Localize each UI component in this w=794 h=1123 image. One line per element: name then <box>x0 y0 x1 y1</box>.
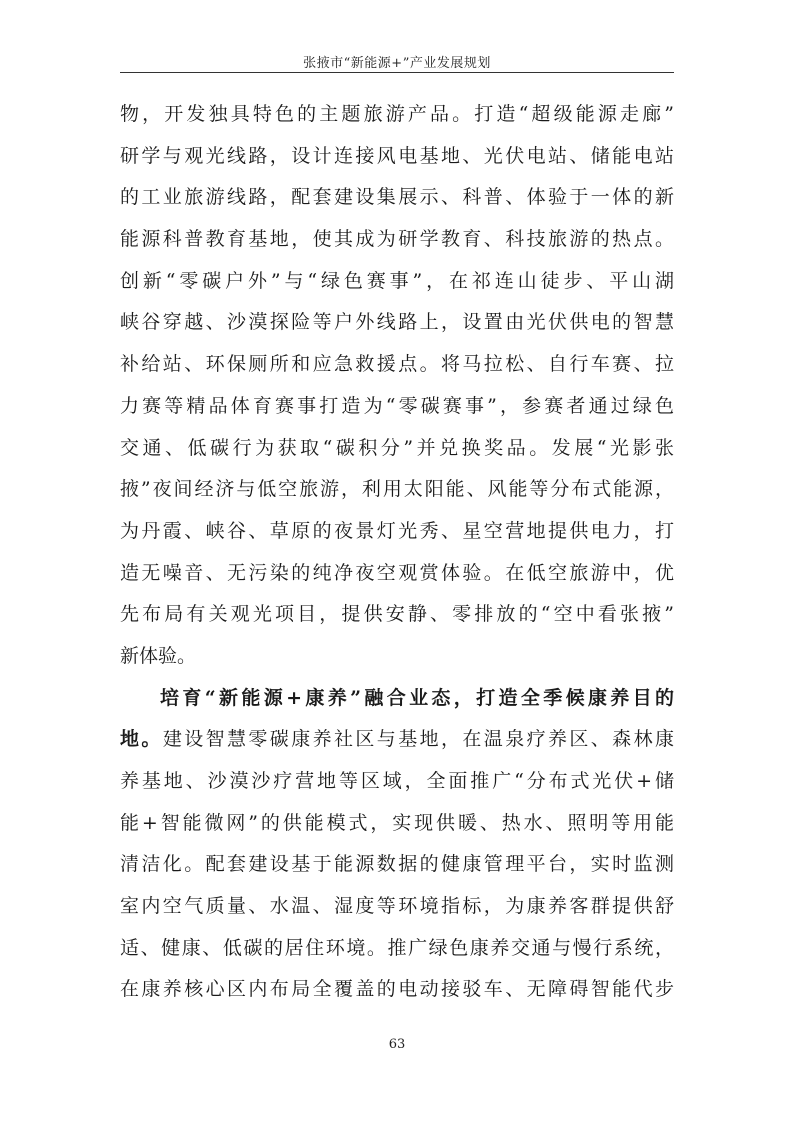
text-line: 力赛等精品体育赛事打造为“零碳赛事”，参赛者通过绿色 <box>120 394 674 417</box>
text-line: 新体验。 <box>120 644 197 667</box>
text-line: 造无噪音、无污染的纯净夜空观赏体验。在低空旅游中，优 <box>120 561 674 584</box>
section-heading-end: 地。 <box>120 728 163 751</box>
text-line: 研学与观光线路，设计连接风电基地、光伏电站、储能电站 <box>120 144 674 167</box>
document-body <box>120 94 674 1011</box>
text-line: 创新“零碳户外”与“绿色赛事”，在祁连山徒步、平山湖 <box>120 269 674 292</box>
text-line: 掖”夜间经济与低空旅游，利用太阳能、风能等分布式能源， <box>120 478 674 501</box>
text-line: 能源科普教育基地，使其成为研学教育、科技旅游的热点。 <box>120 228 674 251</box>
running-header: 张掖市“新能源+”产业发展规划 <box>303 56 491 71</box>
text-line: 室内空气质量、水温、湿度等环境指标，为康养客群提供舒 <box>120 895 674 918</box>
text-line: 为丹霞、峡谷、草原的夜景灯光秀、星空营地提供电力，打 <box>120 519 674 542</box>
header-divider <box>120 72 674 73</box>
text-line: 补给站、环保厕所和应急救援点。将马拉松、自行车赛、拉 <box>120 353 674 376</box>
section-heading: 培育“新能源+康养”融合业态，打造全季候康养目的 <box>160 686 674 709</box>
text-line: 适、健康、低碳的居住环境。推广绿色康养交通与慢行系统， <box>120 936 674 959</box>
text-line: 的工业旅游线路，配套建设集展示、科普、体验于一体的新 <box>120 186 674 209</box>
text-line: 物，开发独具特色的主题旅游产品。打造“超级能源走廊” <box>120 103 674 125</box>
text-line: 清洁化。配套建设基于能源数据的健康管理平台，实时监测 <box>120 853 674 876</box>
text-line: 在康养核心区内布局全覆盖的电动接驳车、无障碍智能代步 <box>120 978 674 1001</box>
text-line: 交通、低碳行为获取“碳积分”并兑换奖品。发展“光影张 <box>120 436 674 459</box>
text-line: 峡谷穿越、沙漠探险等户外线路上，设置由光伏供电的智慧 <box>120 311 674 334</box>
text-line: 养基地、沙漠沙疗营地等区域，全面推广“分布式光伏+储 <box>120 770 674 792</box>
text-segment: 建设智慧零碳康养社区与基地，在温泉疗养区、森林康 <box>162 728 674 751</box>
text-line <box>120 719 674 761</box>
text-line: 能+智能微网”的供能模式，实现供暖、热水、照明等用能 <box>120 811 674 834</box>
text-line: 先布局有关观光项目，提供安静、零排放的“空中看张掖” <box>120 603 674 626</box>
page-number: 63 <box>388 1037 406 1052</box>
